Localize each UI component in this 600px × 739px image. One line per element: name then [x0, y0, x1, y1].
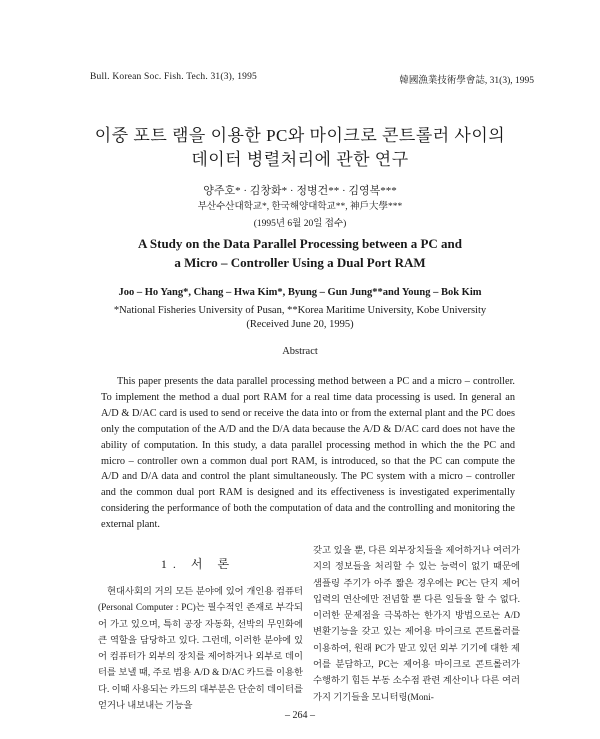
intro-paragraph-left: 현대사회의 거의 모든 분야에 있어 개인용 컴퓨터(Personal Computer : PC)는 필수적인 존재로 부각되어 가고 있으며, 특히 공장 자동화, 선박의 무인화에 큰 역할을 담당하고 있다. 그런데, 이러한 분야에 있어 컴퓨터가 외부의 장치를 제어하거나 외부로 데이터를 보낼 때, 주로 범용 A/D & D/AC 카드를 이용한다. 이때 사용되는 카드의 대부분은 단순히 데이터를 얻거나 내보내는 기능을	[98, 587, 303, 712]
english-affiliations: *National Fisheries University of Pusan, **Korea Maritime University, Kobe University	[113, 305, 487, 316]
korean-title-line-2: 데이터 병렬처리에 관한 연구	[191, 150, 409, 169]
korean-affiliations: 부산수산대학교*, 한국해양대학교**, 神戶大學***	[197, 202, 403, 212]
korean-received-date: (1995년 6월 20일 접수)	[253, 219, 347, 229]
abstract-heading: Abstract	[282, 346, 318, 357]
section-1-heading: 1. 서 론	[160, 557, 236, 571]
journal-citation-left: Bull. Korean Soc. Fish. Tech. 31(3), 1995	[90, 72, 257, 82]
intro-left-column	[98, 584, 303, 714]
page-number: – 264 –	[285, 710, 315, 721]
english-title-line-1: A Study on the Data Parallel Processing between a PC and	[137, 236, 463, 251]
abstract-paragraph: This paper presents the data parallel processing method between a PC and a micro – controller. To implement the method a dual port RAM for a real time data processing is used. In general an A/D & D/AC card is used to send or receive the data into or from the external plant and the PC does only the computation of the A/D and the D/A data because the A/D & D/AC card does not have the ability of computation. In this study, a data parallel processing method in which the the PC and micro – controller own a common dual port RAM, is introduced, so that the PC can compute the A/D and D/A data and control the plant simultaneously. The PC system with a micro – controller and the common dual port RAM is designed and its effectiveness is investigated experimentally considering the performance of both the computation of data and the controlling and monitoring the external plant.	[101, 376, 515, 531]
abstract-body	[101, 374, 515, 533]
english-received-date: (Received June 20, 1995)	[246, 319, 354, 330]
intro-paragraph-right: 갖고 있을 뿐, 다른 외부장치들을 제어하거나 여러가지의 정보들을 처리할 수 있는 능력이 없기 때문에 샘플링 주기가 아주 짧은 경우에는 PC는 단지 제어입력의 연산에만 전념할 뿐 다른 일들을 할 수 없다. 이러한 문제점을 극복하는 한가지 방법으로는 A/D 변환기능을 갖고 있는 제어용 마이크로 콘트롤러를 이용하여, 원래 PC가 맡고 있던 외부 기기에 대한 제어를 분담하고, PC는 제어용 마이크로 콘트롤러가 수행하기 힘든 부동 소수점 관련 계산이나 다른 여러 가지 기기들을 모니터링(Moni-	[313, 546, 520, 703]
english-authors: Joo – Ho Yang*, Chang – Hwa Kim*, Byung – Gun Jung**and Young – Bok Kim	[118, 287, 482, 298]
journal-citation-right: 韓國漁業技術學會誌, 31(3), 1995	[399, 76, 534, 86]
korean-title-line-1: 이중 포트 램을 이용한 PC와 마이크로 콘트롤러 사이의	[94, 126, 506, 145]
intro-right-column	[313, 543, 520, 706]
english-title-line-2: a Micro – Controller Using a Dual Port RAM	[174, 255, 426, 270]
korean-authors: 양주호* · 김창화* · 정병건** · 김영복***	[203, 185, 397, 197]
